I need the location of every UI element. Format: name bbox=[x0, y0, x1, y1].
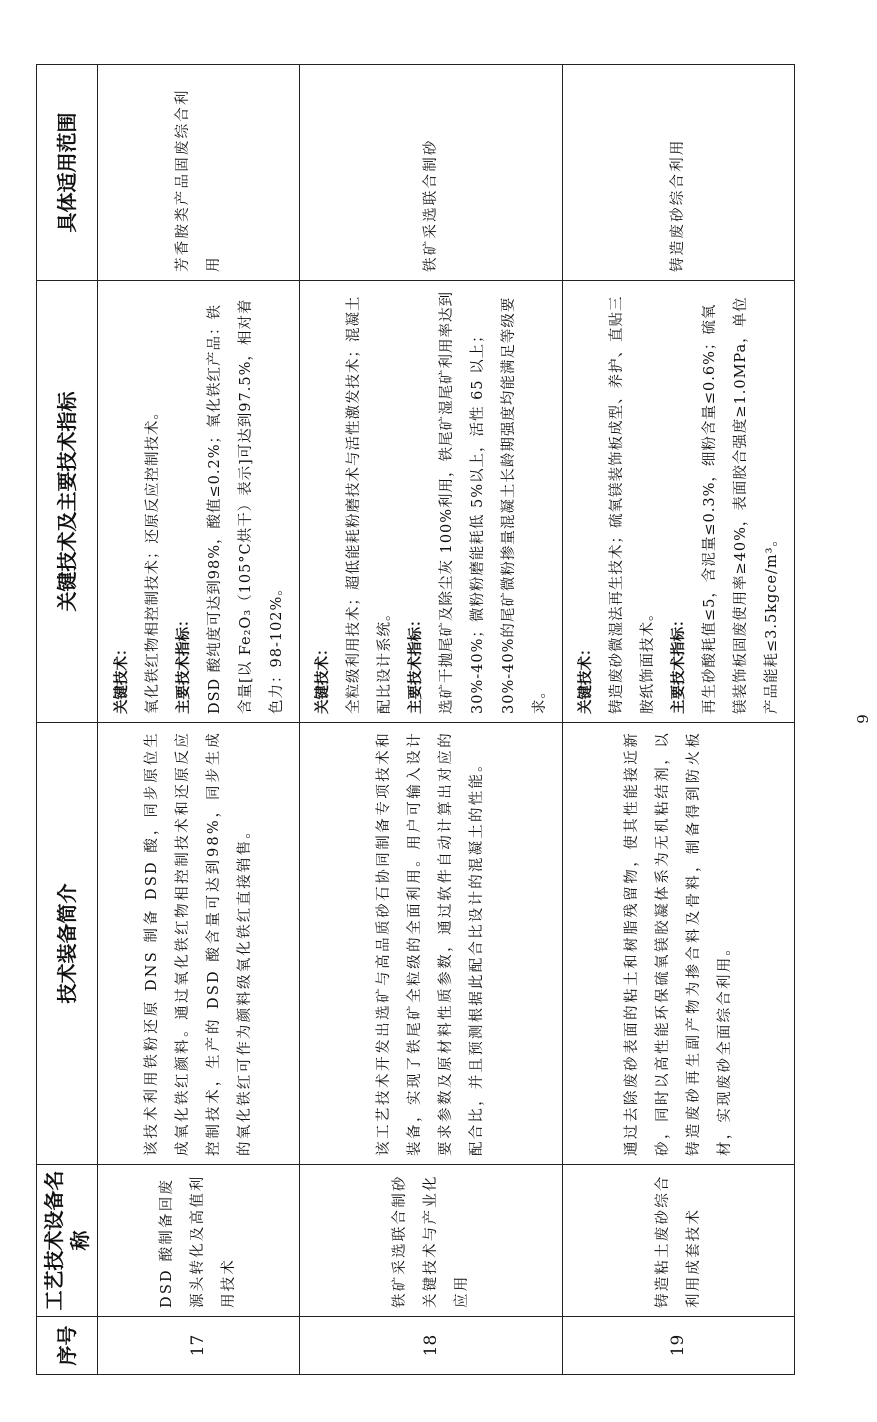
indicator-title: 主要技术指标： bbox=[671, 612, 687, 714]
row-intro: 该技术利用铁粉还原 DNS 制备 DSD 酸，同步原位生成氧化铁红颜料。通过氧化铁红物相控制技术和还原反应控制技术，生产的 DSD 酸含量可达到98%，同步生成的氧化铁红可作为颜料级氧化铁红直接销售。 bbox=[98, 723, 300, 1165]
row-name: 铁矿采选联合制砂关键技术与产业化应用 bbox=[300, 1165, 563, 1317]
indicator-text: 选矿干抛尾矿及除尘灰 100%利用，铁尾矿湿尾矿利用率达到 30%-40%；微粉粉磨能耗低 5%以上，活性 65 以上；30%-40%的尾矿微粉掺量混凝土长龄期强度均能满足等级要求。 bbox=[439, 290, 548, 714]
key-tech-title: 关键技术： bbox=[113, 641, 130, 714]
header-intro: 技术装备简介 bbox=[37, 723, 98, 1165]
indicator-text: 再生砂酸耗值≤5，含泥量≤0.3%，细粉含量≤0.6%；硫氧镁装饰板固废使用率≥40%，表面胶合强度≥1.0MPa，单位产品能耗≤3.5kgce/m³。 bbox=[702, 296, 780, 714]
row-key bbox=[563, 281, 795, 723]
key-tech-text: 铸造废砂微湿法再生技术；硫氧镁装饰板成型、养护、直贴三胺纸饰面技术。 bbox=[609, 295, 656, 714]
row-scope: 铁矿采选联合制砂 bbox=[300, 65, 563, 281]
header-seq: 序号 bbox=[37, 1317, 98, 1375]
row-intro: 该工艺技术开发出选矿与高品质砂石协同制备专项技术和装备，实现了铁尾矿全粒级的全面利用。用户可输入设计要求参数及原材料性质参数，通过软件自动计算出对应的配合比，并且预测根据此配合比设计的混凝土的性能。 bbox=[300, 723, 563, 1165]
page-number: 9 bbox=[853, 714, 872, 724]
row-seq: 18 bbox=[300, 1317, 563, 1375]
header-key: 关键技术及主要技术指标 bbox=[37, 281, 98, 723]
technology-table bbox=[36, 64, 795, 1375]
row-scope: 铸造废砂综合利用 bbox=[563, 65, 795, 281]
header-name: 工艺技术设备名称 bbox=[37, 1165, 98, 1317]
indicator-title: 主要技术指标： bbox=[175, 612, 192, 714]
row-key bbox=[98, 281, 300, 723]
row-scope: 芳香胺类产品固废综合利用 bbox=[98, 65, 300, 281]
table-row bbox=[98, 65, 300, 1375]
row-seq: 17 bbox=[98, 1317, 300, 1375]
rotated-table-container bbox=[36, 65, 780, 1375]
table-row bbox=[563, 65, 795, 1375]
key-tech-title: 关键技术： bbox=[578, 641, 594, 714]
header-scope: 具体适用范围 bbox=[37, 65, 98, 281]
table-row bbox=[300, 65, 563, 1375]
indicator-text: DSD 酸纯度可达到98%，酸值≤0.2%；氧化铁红产品：铁含量[以 Fe₂O₃（105°C烘干）表示]可达到97.5%，相对着色力：98-102%。 bbox=[206, 298, 285, 714]
row-name: DSD 酸制备回废源头转化及高值利用技术 bbox=[98, 1165, 300, 1317]
row-seq: 19 bbox=[563, 1317, 795, 1375]
row-key bbox=[300, 281, 563, 723]
key-tech-text: 氧化铁红物相控制技术；还原反应控制技术。 bbox=[144, 404, 161, 714]
row-intro: 通过去除废砂表面的粘土和树脂残留物，使其性能接近新砂，同时以高性能环保硫氧镁胶凝体系为无机粘结剂，以铸造废砂再生副产物为掺合料及骨料，制备得到防火板材，实现废砂全面综合利用。 bbox=[563, 723, 795, 1165]
row-name: 铸造粘土废砂综合利用成套技术 bbox=[563, 1165, 795, 1317]
indicator-title: 主要技术指标： bbox=[408, 612, 424, 714]
table-header-row bbox=[37, 65, 98, 1375]
key-tech-title: 关键技术： bbox=[315, 641, 331, 714]
key-tech-text: 全粒级利用技术；超低能耗粉磨技术与活性激发技术；混凝土配比设计系统。 bbox=[346, 295, 393, 714]
